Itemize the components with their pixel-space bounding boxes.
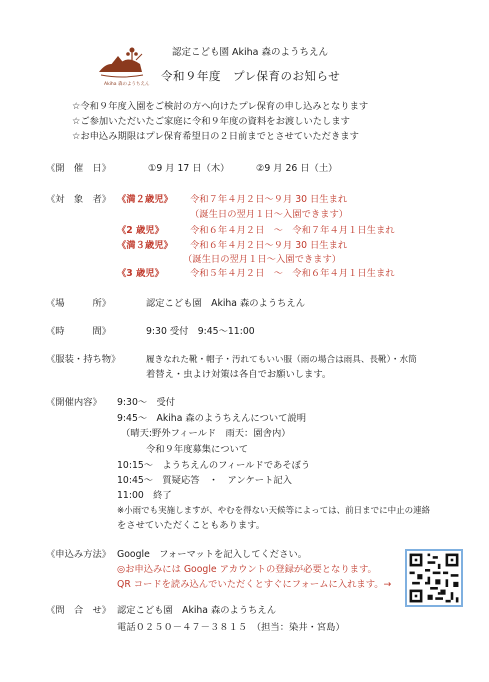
group-range: 令和６年４月２日 ～ 令和７年４月１日生まれ [190,225,395,236]
schedule-item: 9:45～ Akiha 森のようちえんについて説明 [117,413,307,424]
qr-code[interactable] [405,549,463,607]
group-name: 《2 歳児》 [117,225,164,236]
date-label: 《開 催 日》 [46,163,112,174]
schedule-item: 10:45～ 質疑応答 ・ アンケート記入 [117,475,292,486]
group-name: 《満３歳児》 [117,240,173,251]
apply-line-3: QR コードを読み込んでいただくとすぐにフォームに入れます。→ [117,579,392,590]
intro-line-2: ☆ご参加いただいたご家庭に令和９年度の資料をお渡しいたします [72,116,350,127]
apply-label: 《申込み方法》 [46,549,112,560]
page-title: 令和９年度 プレ保育のお知らせ [161,69,341,83]
group-name: 《満２歳児》 [117,194,173,205]
group-note: （誕生日の翌月１日～入園できます） [190,209,349,220]
apply-line-2: ◎お申込みには Google アカウントの登録が必要となります。 [117,564,377,575]
apply-line-1: Google フォーマットを記入してください。 [117,549,307,560]
schedule-note: ※小雨でも実施しますが、やむを得ない天候等によっては、前日までに中止の連絡 [117,506,431,516]
intro-line-1: ☆令和９年度入園をご検討の方へ向けたプレ保育の申し込みとなります [72,101,369,112]
group-range: 令和６年４月２日～９月 30 日生まれ [190,240,348,251]
place-value: 認定こども園 Akiha 森のようちえん [146,298,306,309]
school-logo [96,42,148,84]
schedule-note: をさせていただくこともあります。 [117,520,266,531]
target-label: 《対 象 者》 [46,194,112,205]
group-range: 令和７年４月２日～９月 30 日生まれ [190,194,348,205]
logo-caption: Akiha 森のようちえん [104,82,150,87]
schedule-item: 10:15～ ようちえんのフィールドであそぼう [117,460,311,471]
date-second: ②9 月 26 日（土） [256,163,338,174]
date-first: ①9 月 17 日（木） [148,163,230,174]
contact-org: 認定こども園 Akiha 森のようちえん [117,605,277,616]
schedule-label: 《開催内容》 [46,397,102,408]
place-label: 《場 所》 [46,298,112,309]
time-value: 9:30 受付 9:45～11:00 [146,326,255,337]
intro-line-3: ☆お申込み期限はプレ保育希望日の２日前までとさせていただきます [72,131,359,142]
time-label: 《時 間》 [46,326,112,337]
group-name: 《3 歳児》 [117,268,164,279]
group-note: （誕生日の翌月１日～入園できます） [183,254,342,265]
clothes-line-1: 履きなれた靴・帽子・汚れてもいい服（雨の場合は雨具、長靴）・水筒 [146,355,417,365]
schedule-item: 11:00 終了 [117,490,172,501]
schedule-item: （晴天:野外フィールド 雨天：園舎内） [121,428,291,439]
clothes-line-2: 着替え・虫よけ対策は各自でお願いします。 [146,369,332,380]
schedule-item: 9:30～ 受付 [117,397,176,408]
schedule-item: 令和９年度募集について [146,444,249,455]
clothes-label: 《服装・持ち物》 [46,354,121,365]
org-name: 認定こども園 Akiha 森のようちえん [172,47,329,58]
group-range: 令和５年４月２日 ～ 令和６年４月１日生まれ [190,268,395,279]
contact-phone: 電話０２５０－４７－３８１５ （担当：染井・宮島） [117,622,345,633]
contact-label: 《問 合 せ》 [46,605,112,616]
